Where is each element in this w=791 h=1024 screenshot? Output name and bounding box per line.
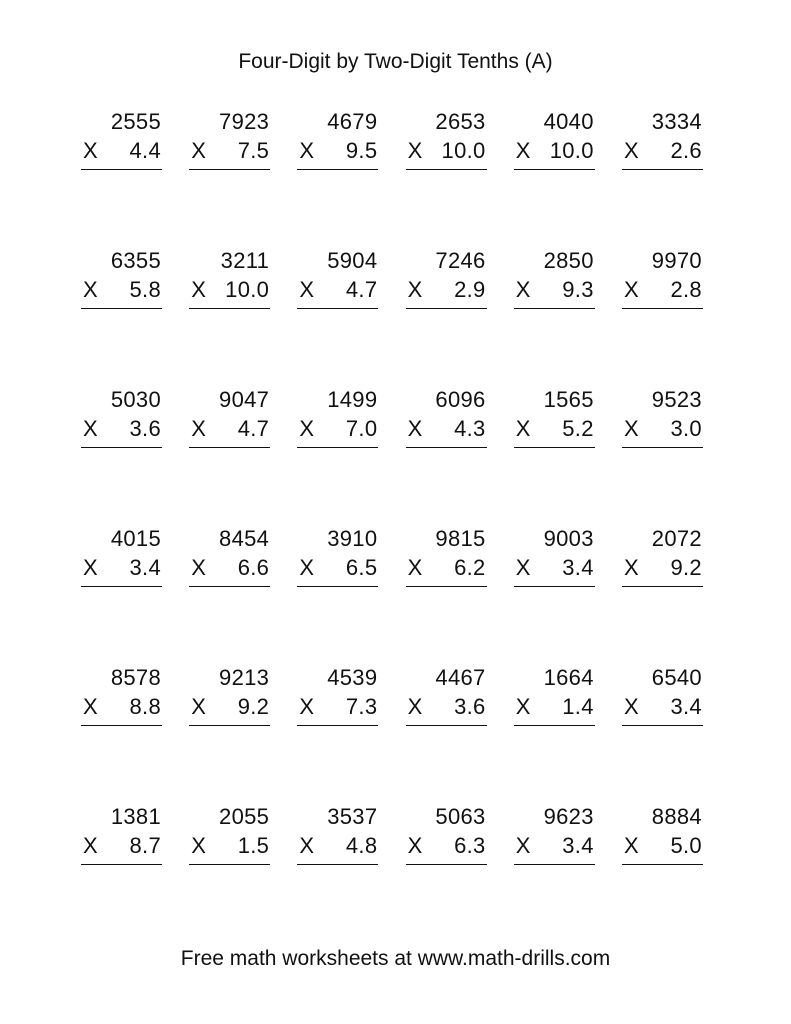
multiply-sign: X — [83, 138, 98, 163]
multiplicand: 4679 — [327, 109, 378, 134]
multiplicand: 4015 — [110, 526, 161, 551]
multiply-sign: X — [407, 694, 423, 719]
multiplicand: 2055 — [219, 804, 270, 829]
multiplier: 9.5 — [345, 138, 378, 163]
multiply-sign: X — [83, 555, 98, 580]
multiply-sign: X — [191, 277, 206, 302]
multiply-sign: X — [623, 277, 639, 302]
problem-20 — [189, 525, 270, 605]
multiplicand: 1381 — [110, 804, 161, 829]
problem-36 — [622, 803, 703, 883]
multiplicand: 4040 — [543, 109, 594, 134]
answer-line — [406, 308, 487, 309]
answer-line — [81, 586, 162, 587]
multiplicand: 8578 — [110, 665, 161, 690]
multiply-sign: X — [623, 694, 639, 719]
multiplicand: 9523 — [651, 387, 702, 412]
answer-line — [514, 169, 595, 170]
multiplicand: 7246 — [435, 248, 486, 273]
multiplier: 8.7 — [129, 833, 161, 858]
problem-5 — [514, 108, 595, 188]
answer-line — [81, 725, 162, 726]
problem-35 — [514, 803, 595, 883]
answer-line — [189, 447, 270, 448]
answer-line — [81, 864, 162, 865]
problem-30 — [622, 664, 703, 744]
answer-line — [297, 169, 378, 170]
problem-4 — [406, 108, 487, 188]
multiplier: 6.5 — [345, 555, 378, 580]
multiply-sign: X — [407, 555, 423, 580]
multiplier: 7.5 — [237, 138, 270, 163]
problem-23 — [514, 525, 595, 605]
problem-12 — [622, 247, 703, 327]
answer-line — [514, 447, 595, 448]
problem-10 — [406, 247, 487, 327]
answer-line — [406, 447, 487, 448]
multiplier: 4.8 — [345, 833, 378, 858]
multiplier: 3.4 — [562, 833, 594, 858]
answer-line — [189, 864, 270, 865]
answer-line — [81, 447, 162, 448]
multiplier: 5.8 — [129, 277, 161, 302]
multiplier: 3.4 — [562, 555, 594, 580]
multiplicand: 9047 — [219, 387, 270, 412]
answer-line — [81, 169, 162, 170]
multiplicand: 1565 — [543, 387, 594, 412]
answer-line — [514, 586, 595, 587]
multiplier: 10.0 — [441, 138, 486, 163]
multiplicand: 6540 — [651, 665, 702, 690]
multiplier: 2.8 — [670, 277, 702, 302]
multiply-sign: X — [299, 416, 315, 441]
answer-line — [297, 586, 378, 587]
answer-line — [514, 864, 595, 865]
multiplicand: 3211 — [220, 248, 270, 273]
multiply-sign: X — [515, 416, 531, 441]
answer-line — [514, 725, 595, 726]
multiplier: 4.7 — [345, 277, 378, 302]
problem-grid — [81, 108, 708, 942]
problem-17 — [514, 386, 595, 466]
multiply-sign: X — [515, 833, 531, 858]
multiplier: 9.2 — [670, 555, 702, 580]
problem-33 — [297, 803, 378, 883]
problem-14 — [189, 386, 270, 466]
problem-6 — [622, 108, 703, 188]
answer-line — [406, 725, 487, 726]
multiply-sign: X — [299, 555, 315, 580]
multiplicand: 5063 — [435, 804, 486, 829]
multiplicand: 5030 — [110, 387, 161, 412]
problem-15 — [297, 386, 378, 466]
answer-line — [622, 725, 703, 726]
multiplier: 6.6 — [237, 555, 270, 580]
answer-line — [297, 447, 378, 448]
answer-line — [189, 308, 270, 309]
multiplier: 4.7 — [237, 416, 270, 441]
multiplicand: 8454 — [219, 526, 270, 551]
multiplier: 6.2 — [454, 555, 486, 580]
problem-31 — [81, 803, 162, 883]
multiplier: 8.8 — [129, 694, 161, 719]
problem-22 — [406, 525, 487, 605]
multiplicand: 4539 — [327, 665, 378, 690]
multiplier: 1.4 — [562, 694, 594, 719]
multiplicand: 7923 — [219, 109, 270, 134]
multiplier: 9.3 — [562, 277, 594, 302]
problem-8 — [189, 247, 270, 327]
multiply-sign: X — [407, 833, 423, 858]
multiplier: 5.0 — [670, 833, 702, 858]
answer-line — [622, 447, 703, 448]
multiply-sign: X — [299, 694, 315, 719]
multiply-sign: X — [623, 555, 639, 580]
problem-29 — [514, 664, 595, 744]
multiplicand: 6355 — [110, 248, 161, 273]
multiplier: 3.6 — [454, 694, 486, 719]
multiply-sign: X — [191, 694, 206, 719]
multiply-sign: X — [515, 694, 531, 719]
problem-2 — [189, 108, 270, 188]
multiplier: 7.0 — [345, 416, 378, 441]
multiply-sign: X — [515, 277, 531, 302]
answer-line — [406, 864, 487, 865]
multiplier: 6.3 — [454, 833, 486, 858]
problem-26 — [189, 664, 270, 744]
multiply-sign: X — [83, 694, 98, 719]
problem-34 — [406, 803, 487, 883]
multiply-sign: X — [515, 138, 531, 163]
multiplier: 1.5 — [237, 833, 270, 858]
problem-21 — [297, 525, 378, 605]
problem-32 — [189, 803, 270, 883]
problem-27 — [297, 664, 378, 744]
multiplier: 3.4 — [670, 694, 702, 719]
multiplier: 10.0 — [549, 138, 594, 163]
multiply-sign: X — [299, 833, 315, 858]
problem-16 — [406, 386, 487, 466]
multiplier: 4.3 — [454, 416, 486, 441]
multiply-sign: X — [299, 277, 315, 302]
multiply-sign: X — [623, 833, 639, 858]
multiply-sign: X — [515, 555, 531, 580]
multiply-sign: X — [83, 833, 98, 858]
multiplicand: 6096 — [435, 387, 486, 412]
problem-24 — [622, 525, 703, 605]
multiplier: 10.0 — [225, 277, 270, 302]
answer-line — [406, 586, 487, 587]
multiply-sign: X — [191, 138, 206, 163]
multiplicand: 2555 — [110, 109, 161, 134]
multiply-sign: X — [623, 138, 639, 163]
multiplicand: 9623 — [543, 804, 594, 829]
multiplier: 3.4 — [129, 555, 161, 580]
multiply-sign: X — [407, 138, 423, 163]
footer-credit: Free math worksheets at www.math-drills.com — [180, 947, 611, 970]
answer-line — [189, 586, 270, 587]
problem-1 — [81, 108, 162, 188]
multiplicand: 9970 — [651, 248, 702, 273]
multiplicand: 4467 — [435, 665, 486, 690]
multiplier: 2.9 — [454, 277, 486, 302]
multiply-sign: X — [299, 138, 315, 163]
multiply-sign: X — [83, 416, 98, 441]
answer-line — [189, 169, 270, 170]
answer-line — [622, 308, 703, 309]
multiplicand: 3537 — [327, 804, 378, 829]
multiplier: 3.6 — [129, 416, 161, 441]
multiplier: 7.3 — [345, 694, 378, 719]
problem-18 — [622, 386, 703, 466]
answer-line — [406, 169, 487, 170]
answer-line — [81, 308, 162, 309]
multiply-sign: X — [191, 833, 206, 858]
multiplicand: 1664 — [543, 665, 594, 690]
answer-line — [297, 864, 378, 865]
multiplier: 9.2 — [237, 694, 270, 719]
multiplicand: 2072 — [651, 526, 702, 551]
answer-line — [514, 308, 595, 309]
problem-19 — [81, 525, 162, 605]
problem-28 — [406, 664, 487, 744]
problem-11 — [514, 247, 595, 327]
problem-3 — [297, 108, 378, 188]
answer-line — [297, 725, 378, 726]
multiplicand: 9815 — [435, 526, 486, 551]
answer-line — [622, 169, 703, 170]
multiplicand: 3334 — [651, 109, 702, 134]
multiply-sign: X — [623, 416, 639, 441]
multiplicand: 8884 — [651, 804, 702, 829]
multiplicand: 3910 — [327, 526, 378, 551]
multiplicand: 2653 — [435, 109, 486, 134]
multiply-sign: X — [407, 277, 423, 302]
multiplier: 2.6 — [670, 138, 702, 163]
answer-line — [189, 725, 270, 726]
answer-line — [622, 586, 703, 587]
problem-13 — [81, 386, 162, 466]
multiplier: 3.0 — [670, 416, 702, 441]
multiplicand: 9003 — [543, 526, 594, 551]
problem-25 — [81, 664, 162, 744]
problem-7 — [81, 247, 162, 327]
multiply-sign: X — [407, 416, 423, 441]
multiply-sign: X — [83, 277, 98, 302]
multiplicand: 2850 — [543, 248, 594, 273]
multiplicand: 5904 — [327, 248, 378, 273]
answer-line — [297, 308, 378, 309]
multiplier: 5.2 — [562, 416, 594, 441]
multiply-sign: X — [191, 416, 206, 441]
multiply-sign: X — [191, 555, 206, 580]
multiplicand: 1499 — [327, 387, 378, 412]
worksheet-title: Four-Digit by Two-Digit Tenths (A) — [238, 50, 553, 73]
multiplier: 4.4 — [129, 138, 161, 163]
problem-9 — [297, 247, 378, 327]
answer-line — [622, 864, 703, 865]
multiplicand: 9213 — [219, 665, 270, 690]
